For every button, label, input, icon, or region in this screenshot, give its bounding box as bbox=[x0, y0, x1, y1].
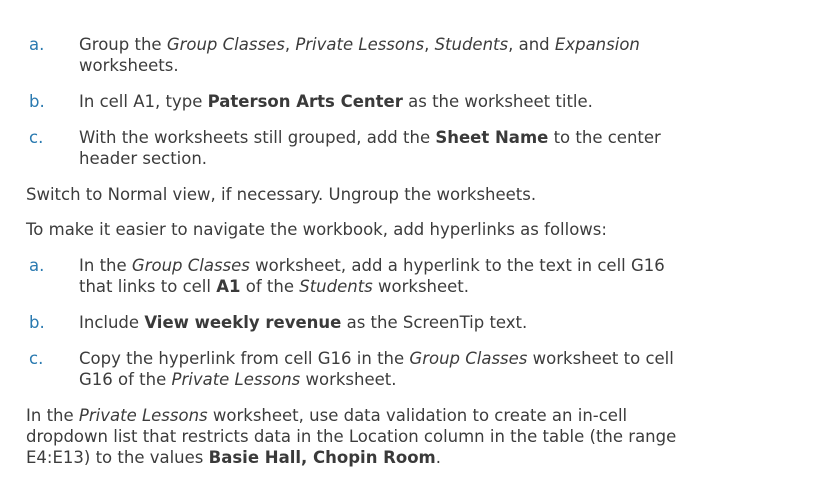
italic-text: Students bbox=[434, 35, 509, 54]
italic-text: Private Lessons bbox=[171, 370, 301, 389]
text-run: of the bbox=[240, 277, 300, 296]
text-run: , and bbox=[508, 35, 555, 54]
list-marker: a. bbox=[29, 35, 45, 54]
list-item-text bbox=[79, 312, 769, 333]
text-run: worksheet. bbox=[300, 370, 397, 389]
list-item-text bbox=[79, 34, 769, 76]
bold-text: Paterson Arts Center bbox=[207, 92, 403, 111]
text-run: In the bbox=[26, 406, 79, 425]
italic-text: Group Classes bbox=[409, 349, 528, 368]
bold-text: A1 bbox=[216, 277, 241, 296]
list-item-text bbox=[79, 127, 769, 169]
text-run: Copy the hyperlink from cell G16 in the bbox=[79, 349, 410, 368]
text-run: , bbox=[284, 35, 296, 54]
italic-text: Private Lessons bbox=[78, 406, 208, 425]
italic-text: Group Classes bbox=[166, 35, 285, 54]
text-run: worksheets. bbox=[79, 56, 179, 75]
text-run: as the ScreenTip text. bbox=[341, 313, 528, 332]
list-marker: c. bbox=[29, 349, 44, 368]
text-run: In the bbox=[79, 256, 132, 275]
list-marker: a. bbox=[29, 256, 45, 275]
italic-text: Expansion bbox=[554, 35, 640, 54]
list-item-text bbox=[79, 255, 769, 297]
text-run: as the worksheet title. bbox=[402, 92, 593, 111]
list-item-text bbox=[79, 91, 769, 112]
list-item-text bbox=[79, 348, 769, 390]
text-run: , bbox=[424, 35, 435, 54]
paragraph-hyperlinks-intro: To make it easier to navigate the workbook, add hyperlinks as follows: bbox=[26, 220, 607, 239]
text-run: Include bbox=[79, 313, 145, 332]
bold-text: Basie Hall, Chopin Room bbox=[208, 448, 436, 467]
text-run: With the worksheets still grouped, add the bbox=[79, 128, 436, 147]
list-marker: b. bbox=[29, 92, 45, 111]
list-marker: c. bbox=[29, 128, 44, 147]
bold-text: View weekly revenue bbox=[144, 313, 342, 332]
italic-text: Group Classes bbox=[131, 256, 250, 275]
text-run: worksheet, add a hyperlink to the text in cell G16 that links to cell bbox=[79, 256, 665, 296]
list-marker: b. bbox=[29, 313, 45, 332]
italic-text: Students bbox=[299, 277, 373, 296]
paragraph-data-validation bbox=[26, 405, 786, 468]
text-run: worksheet to cell G16 of the bbox=[79, 349, 674, 389]
italic-text: Private Lessons bbox=[295, 35, 425, 54]
text-run: to the center header section. bbox=[79, 128, 661, 168]
text-run: worksheet, use data validation to create an in-cell dropdown list that restricts data in the Location column in the table (the range E4:E13) to the values bbox=[26, 406, 677, 467]
text-run: Group the bbox=[79, 35, 167, 54]
paragraph-ungroup: Switch to Normal view, if necessary. Ungroup the worksheets. bbox=[26, 185, 537, 204]
text-run: worksheet. bbox=[372, 277, 470, 296]
bold-text: Sheet Name bbox=[435, 128, 549, 147]
text-run: . bbox=[435, 448, 441, 467]
text-run: In cell A1, type bbox=[79, 92, 208, 111]
